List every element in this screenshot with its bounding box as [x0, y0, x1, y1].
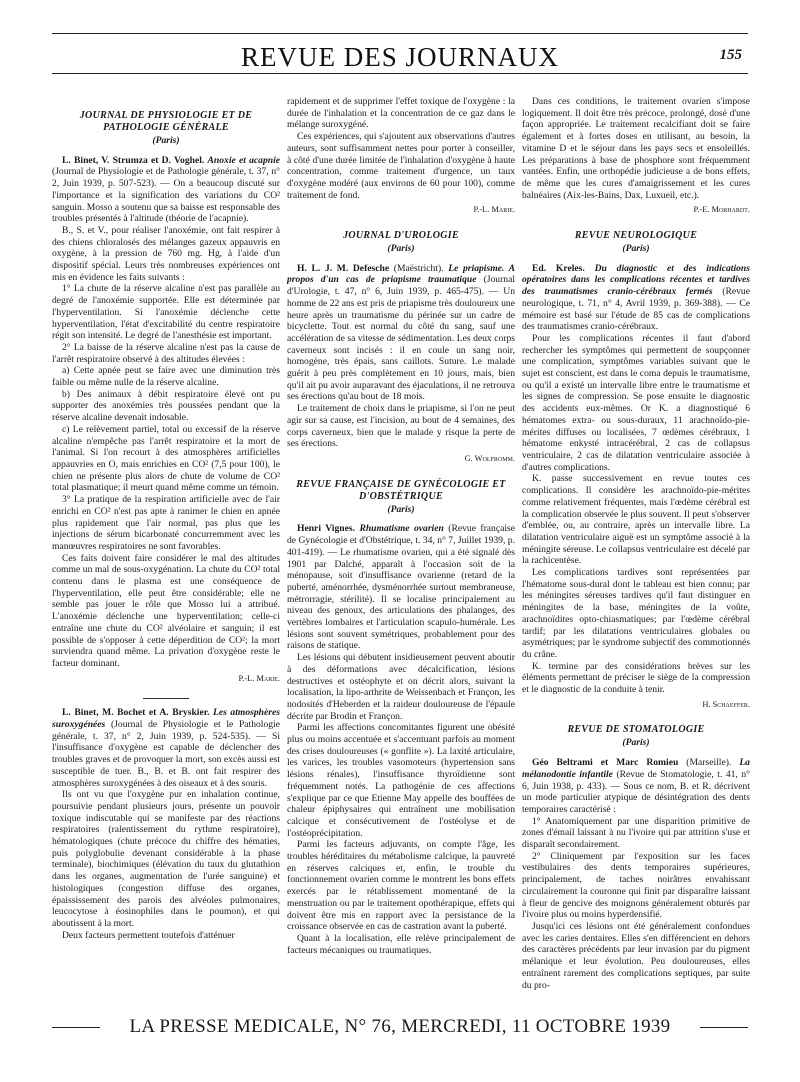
article-title: La mélanodontie infantile: [522, 757, 750, 780]
paragraph: K. passe successivement en revue toutes ces complications. Il considère les arachnoïdo-pie-mérites comme relativement fréquentes, mais l'œdème cérébral est la complication observée le plus souvent. Il peut s'observer d'emblée, ou, au contraire, après un intervalle libre. La dilatation ventriculaire aiguë est un symptôme associé à la méningite séreuse. Le collapsus ventriculaire est décelé par la rachicentèse.: [522, 473, 750, 567]
paragraph: Le traitement de choix dans le priapisme, si l'on ne peut agir sur sa cause, est l'incision, au bout de 4 semaines, des corps caverneux, bien que le malade y risque la perte de ses érections.: [287, 403, 515, 450]
article-authors: Géo Beltrami et Marc Romieu: [532, 757, 679, 769]
column-middle: [287, 96, 515, 1001]
author-place: (Maëstricht).: [393, 262, 444, 274]
article-signature: G. Wolfromm.: [464, 453, 515, 463]
running-header-title: REVUE DES JOURNAUX: [240, 42, 559, 72]
article-reference: (Revue neurologique, t. 71, n° 4, Avril 1939, p. 369-388). — Ce mémoire est basé sur l'étude de 85 cas de complications des traumatismes cranio-cérébraux.: [522, 286, 750, 333]
paragraph: Les lésions qui débutent insidieusement peuvent aboutir à des déformations avec décalcification, lésions destructives et ostéophyte et on décrit alors, suivant la localisation, la lipo-arthrite de Weissenbach et Françon, les nodosités d'Heberden et la raideur douloureuse de l'épaule décrite par Brodin et Françon.: [287, 652, 515, 722]
article-reference: (Journal de Physiologie et de Pathologie générale, t. 37, n° 2, Juin 1939, p. 507-523). — On a beaucoup discuté sur l'importance et la signification des variations du CO² sanguin. Mosso a soutenu que sa baisse est responsable des troubles présentés à l'altitude (théorie de l'acapnie).: [52, 166, 280, 225]
paragraph: 1° La chute de la réserve alcaline n'est pas parallèle au degré de l'anoxémie supportée. Elle est déterminée par l'hyperventilation. Si l'anoxémie déclenche cette hyperventilation, l'état d'excitabilité du centre respiratoire régit son intensité. Le degré de l'anesthésie est important.: [52, 283, 280, 342]
paragraph: c) Le relèvement partiel, total ou excessif de la réserve alcaline n'empêche pas l'arrêt respiratoire et la mort de l'animal. Si l'on recourt à des atmosphères artificielles appauvries en O, mais enrichies en CO² (7,5 pour 100), le chien ne présente plus alors de chute de volume de CO² total plasmatique; il meurt quand même comme un témoin.: [52, 423, 280, 494]
paragraph: 3° La pratique de la respiration artificielle avec de l'air enrichi en CO² n'est pas apte à ranimer le chien en apnée plus rapidement que l'air normal, pas plus que les injections de sérum bicarbonaté concurremment avec les manœuvres respiratoires ne sont favorables.: [52, 494, 280, 552]
article-abstract: [287, 523, 515, 652]
paragraph: 1° Anatomiquement par une disparition primitive de zones d'émail laissant à nu l'ivoire qui par attrition s'use et disparaît secondairement.: [522, 815, 750, 851]
paragraph: Les complications tardives sont représentées par l'hématome sous-dural dont le tableau est bien connu; par les méningites séreuses tardives qu'il faut distinguer en méningites de la base, méningites de la voûte, arachnoïdites opto-chiasmatiques; par l'œdème cérébral tardif; par les dilatations ventriculaires globales ou asymétriques; par le syndrome subjectif des commotionnés du crâne.: [522, 567, 750, 660]
header-rule-bottom: [52, 73, 748, 74]
column-right: [522, 96, 750, 1001]
article-abstract: [522, 263, 750, 333]
article-title: Les atmosphères suroxygénées: [52, 707, 280, 731]
paragraph: a) Cette apnée peut se faire avec une diminution très faible ou même nulle de la réserve alcaline.: [52, 365, 280, 389]
paragraph: 2° La baisse de la réserve alcaline n'est pas la cause de l'arrêt respiratoire observé à des altitudes élevées :: [52, 341, 280, 365]
article-divider: [143, 698, 189, 699]
paragraph: Jusqu'ici ces lésions ont été généralement confondues avec les caries dentaires. Elles s'en différencient en dehors des caractères précédents par leur invasion par du pigment mélanique et leur évolution. Peu douloureuses, elles entraînent rarement des complications septiques, par suite du pro-: [522, 921, 750, 991]
article-title: Rhumatisme ovarien: [359, 523, 444, 535]
author-place: (Marseille).: [686, 757, 732, 769]
article-signature: P.-L. Marie.: [473, 205, 515, 215]
paragraph: Ces faits doivent faire considérer le mal des altitudes comme un mal de sous-oxygénation. La chute du CO² total contenu dans le plasma est une conséquence de l'hyperventilation, elle peut être considérable; elle ne semble pas jouer le rôle que Mosso lui a attribué. L'anoxémie déclenche une hyperventilation; celle-ci entraîne une chute du CO² alvéolaire et sanguin; il est possible de s'opposer à cette déperdition de CO²; la mort surviendra quand même. La privation d'oxygène reste le facteur dominant.: [52, 552, 280, 669]
article-title: Du diagnostic et des indications opératoires dans les complications récentes et tardives des traumatismes cranio-cérébraux fermés: [522, 262, 750, 298]
section-heading: REVUE FRANÇAISE DE GYNÉCOLOGIE ET D'OBSTÉTRIQUE: [296, 478, 506, 502]
paragraph: Ces expériences, qui s'ajoutent aux observations d'autres auteurs, sont suffisamment nettes pour porter à conseiller, à côté d'une durée limitée de l'inhalation d'oxygène à haute concentration, comme traitement d'urgence, un taux d'oxygène modéré (aux environs de 60 pour 100), comme traitement de fond.: [287, 131, 515, 201]
section-city: (Paris): [622, 243, 650, 255]
paragraph: b) Des animaux à débit respiratoire élevé ont pu supporter des anoxémies très poussées pendant que la réserve alcaline devenait indosable.: [52, 388, 280, 424]
article-signature: P.-L. Marie.: [238, 673, 280, 683]
paragraph: Parmi les facteurs adjuvants, on compte l'âge, les troubles héréditaires du métabolisme calcique, la pauvreté en réserves calciques et, enfin, le trouble du fonctionnement ovarien comme le montrent les bons effets exercés par le rétablissement momentané de la menstruation ou par le traitement opothérapique, effets qui doivent être mis en rapport avec la persistance de la croissance observée en cas de castration avant la puberté.: [287, 839, 515, 933]
article-authors: Henri Vignes.: [297, 523, 355, 535]
paragraph: Pour les complications récentes il faut d'abord rechercher les symptômes qui permettent de soupçonner une complication, symptômes variables suivant que le sujet est conscient, est dans le coma depuis le traumatisme, ou qu'il a existé un intervalle libre entre le traumatisme et les signes de compression. Se pose ensuite le diagnostic des accidents eux-mêmes. Or K. a diagnostiqué 6 hématomes extra- ou sous-duraux, 11 arachnoïdo-pie-mérites diffuses ou localisées, 7 œdèmes cérébraux, 1 hématome enkysté intracérébral, 2 cas de collapsus ventriculaire, 2 cas de dilatation ventriculaire associée à d'autres complications.: [522, 332, 750, 473]
paragraph: K. termine par des considérations brèves sur les éléments permettant de préciser le siège de la compression et le diagnostic de la conduite à tenir.: [522, 660, 750, 696]
article-signature: H. Schaeffer.: [702, 699, 750, 709]
header-rule-top: [52, 33, 748, 34]
section-heading: JOURNAL DE PHYSIOLOGIE ET DE PATHOLOGIE GÉNÉRALE: [79, 110, 253, 133]
section-city: (Paris): [152, 135, 180, 146]
column-left: [52, 96, 280, 1001]
article-signature: P.-E. Morhardt.: [693, 205, 750, 215]
page-footer: LA PRESSE MEDICALE, N° 76, MERCREDI, 11 OCTOBRE 1939: [129, 1016, 671, 1037]
section-heading: REVUE NEUROLOGIQUE: [574, 230, 698, 242]
section-city: (Paris): [622, 737, 650, 749]
article-authors: L. Binet, V. Strumza et D. Voghel.: [62, 154, 205, 166]
article-authors: Ed. Kreles.: [532, 262, 585, 274]
footer-rule-right: [700, 1027, 748, 1028]
article-abstract: [52, 707, 280, 789]
paragraph: Quant à la localisation, elle relève principalement de facteurs mécaniques ou traumatiques.: [287, 933, 515, 956]
page-number: 155: [719, 47, 742, 63]
article-authors: L. Binet, M. Bochet et A. Bryskier.: [62, 707, 210, 719]
article-reference: (Revue de Stomatologie, t. 41, n° 6, Juin 1938, p. 433). — Sous ce nom, B. et R. décrivent un mode particulier atypique de désintégration des dents temporaires caractérisé :: [522, 768, 750, 815]
paragraph: Parmi les affections concomitantes figurent une obésité plus ou moins accentuée et s'accentuant parfois au moment des crises douloureuses (« gonflite »). La laxité articulaire, les varices, les troubles vasomoteurs (hypertension sans lésions rénales), l'insuffisance thyroïdienne sont fréquemment notés. La pathogénie de ces affections s'explique par ce que Etienne May appelle des bouffées de chaleur épiphysaires qui entraînent une mobilisation calcique et consécutivement de l'ostéolyse et de l'ostéoprécipitation.: [287, 722, 515, 839]
article-abstract: [522, 757, 750, 816]
paragraph: B., S. et V., pour réaliser l'anoxémie, ont fait respirer à des chiens chloralosés des mélanges gazeux appauvris en oxygène, à la pression de 760 mg. Hg, à l'aide d'un dispositif spécial. Leurs très nombreuses expériences ont mis en évidence les faits suivants :: [52, 224, 280, 283]
article-title: Le priapisme. A propos d'un cas de priapisme traumatique: [287, 262, 515, 286]
article-reference: (Journal d'Urologie, t. 47, n° 6, Juin 1939, p. 465-475). — Un homme de 22 ans est pris de priapisme très douloureux une heure après un traumatisme du périnée sur un cadre de bicyclette. Tout est normal du côté du sang, sauf une accélération de sa vitesse de sédimentation. Les deux corps caverneux sont incisés : il en coule un sang noir, homogène, très épais, sans caillots. Suture. Le malade guérit à peu près complètement en 10 jours, mais, bien qu'il ait pu avoir auparavant des éjaculations, il ne retrouva ses érections qu'au bout de 18 mois.: [287, 274, 515, 403]
article-authors: H. L. J. M. Defesche: [297, 262, 390, 274]
article-title: Anoxie et acapnie: [207, 154, 280, 166]
paragraph: rapidement et de supprimer l'effet toxique de l'oxygène : la durée de l'inhalation et la concentration de ce gaz dans le mélange suroxygéné.: [287, 96, 515, 131]
paragraph: 2° Cliniquement par l'exposition sur les faces vestibulaires des dents temporaires supérieures, principalement, de taches noirâtres envahissant circulairement la couronne qui finit par disparaître laissant à fleur de gencive des moignons généralement obturés par l'ivoire plus ou moins hyperdensifié.: [522, 850, 750, 921]
section-heading: JOURNAL D'UROLOGIE: [343, 230, 459, 242]
article-abstract: [287, 263, 515, 403]
paragraph: Deux facteurs permettent toutefois d'atténuer: [62, 929, 235, 941]
article-reference: (Revue française de Gynécologie et d'Obstétrique, t. 34, n° 7, Juillet 1939, p. 401-419). — Le rhumatisme ovarien, qui a été signalé dès 1901 par Dalché, apparaît à l'occasion soit de la ménopause, soit d'insuffisance ovarienne (retard de la puberté, aménorrhée, dysménorrhée surtout membraneuse, métrorragie, stérilité). Il se localise principalement au niveau des genoux, des articulations des phalanges, des vertèbres lombaires et l'articulation scapulo-humérale. Les lésions sont souvent symétriques, probablement pour des raisons de statique.: [287, 523, 515, 652]
paragraph: Dans ces conditions, le traitement ovarien s'impose logiquement. Il doit être très précoce, prolongé, dosé d'une façon appropriée. Le traitement recalcifiant doit se faire également et à fortes doses en utilisant, au besoin, la vitamine D et le séjour dans les pays secs et ensoleillés. Les préparations à base de phosphore sont fréquemment vantées. Enfin, une orthopédie judicieuse a de bons effets, de même que les cures d'amaigrissement et les cures balnéaires (Aix-les-Bains, Dax, Luxueil, etc.).: [522, 96, 750, 201]
article-abstract: [52, 155, 280, 225]
section-city: (Paris): [387, 503, 415, 515]
article-reference: (Journal de Physiologie et le Pathologie générale, t. 37, n° 2, Juin 1939, p. 524-535). — Si l'insuffisance d'oxygène est capable de déclencher des troubles graves et de provoquer la mort, son excès aussi est susceptible de tuer. B., B. et B. ont fait respirer des atmosphères suroxygénées à des oiseaux et à des souris.: [52, 719, 280, 789]
section-city: (Paris): [387, 243, 415, 255]
section-heading: REVUE DE STOMATOLOGIE: [567, 724, 705, 736]
paragraph: Ils ont vu que l'oxygène pur en inhalation continue, poursuivie pendant plusieurs jours, présente un pouvoir toxique indiscutable qui se manifeste par des réactions respiratoires (ralentissement du rythme respiratoire), hématologiques (chute précoce du chiffre des hématies, puis polyglobulie devenant considérable à la phase terminale), biochimiques (élévation du taux du glutathion dans les organes, augmentation de l'urée sanguine) et histologiques (congestion diffuse des organes, épaississement des parois des alvéoles pulmonaires, leucocytose à éosinophiles dans le poumon), et qui aboutissent à la mort.: [52, 789, 280, 929]
